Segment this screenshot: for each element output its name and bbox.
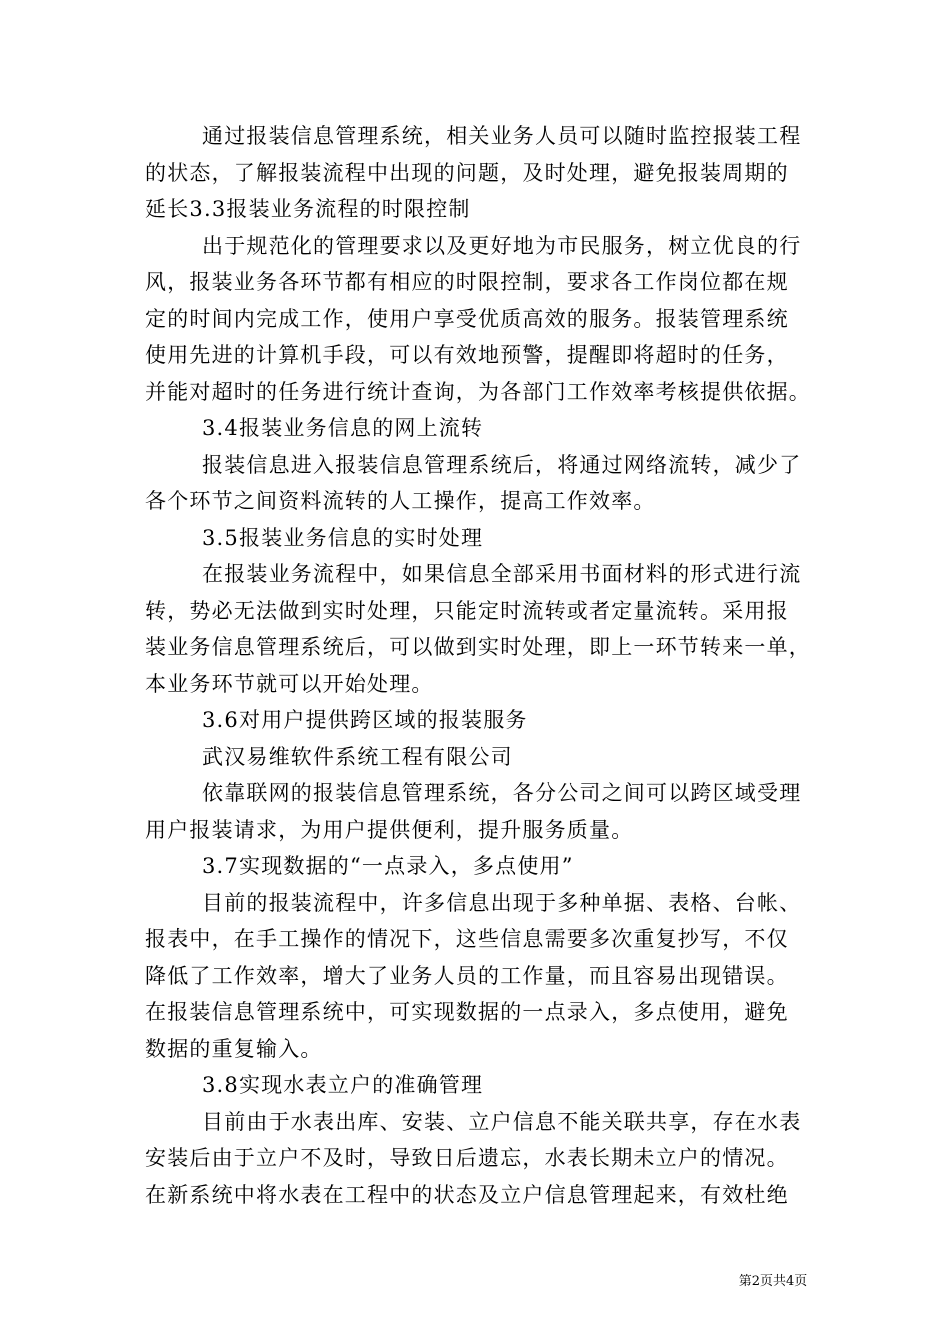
- page-number: 第2页共4页: [738, 1274, 808, 1289]
- text-line: 并能对超时的任务进行统计查询，为各部门工作效率考核提供依据。: [145, 379, 811, 404]
- text-line: 使用先进的计算机手段，可以有效地预警，提醒即将超时的任务，: [145, 343, 789, 367]
- text-line: 3.7实现数据的“一点录入，多点使用”: [202, 854, 574, 878]
- text-line: 在新系统中将水表在工程中的状态及立户信息管理起来，有效杜绝: [145, 1182, 789, 1207]
- text-line: 数据的重复输入。: [145, 1036, 323, 1061]
- text-line: 风，报装业务各环节都有相应的时限控制，要求各工作岗位都在规: [145, 270, 789, 294]
- text-line: 目前的报装流程中，许多信息出现于多种单据、表格、台帐、: [202, 890, 802, 915]
- text-line: 降低了工作效率，增大了业务人员的工作量，而且容易出现错误。: [145, 963, 789, 988]
- text-line: 3.4报装业务信息的网上流转: [202, 416, 484, 440]
- text-line: 在报装业务流程中，如果信息全部采用书面材料的形式进行流: [202, 562, 802, 586]
- text-line: 用户报装请求，为用户提供便利，提升服务质量。: [145, 817, 634, 842]
- text-line: 目前由于水表出库、安装、立户信息不能关联共享，存在水表: [202, 1109, 802, 1134]
- text-line: 通过报装信息管理系统，相关业务人员可以随时监控报装工程: [202, 124, 802, 148]
- text-line: 武汉易维软件系统工程有限公司: [202, 744, 513, 769]
- document-body: [145, 118, 815, 1213]
- text-line: 报装信息进入报装信息管理系统后，将通过网络流转，减少了: [202, 452, 802, 477]
- text-line: 依靠联网的报装信息管理系统，各分公司之间可以跨区域受理: [202, 781, 802, 805]
- text-line: 出于规范化的管理要求以及更好地为市民服务，树立优良的行: [202, 233, 802, 258]
- text-line: 的状态，了解报装流程中出现的问题，及时处理，避免报装周期的: [145, 160, 789, 185]
- text-line: 3.8实现水表立户的准确管理: [202, 1073, 484, 1097]
- text-line: 各个环节之间资料流转的人工操作，提高工作效率。: [145, 489, 656, 513]
- text-line: 本业务环节就可以开始处理。: [145, 671, 434, 696]
- text-line: 3.6对用户提供跨区域的报装服务: [202, 708, 528, 732]
- text-line: 报表中，在手工操作的情况下，这些信息需要多次重复抄写，不仅: [145, 927, 789, 951]
- text-line: 安装后由于立户不及时，导致日后遗忘，水表长期未立户的情况。: [145, 1146, 789, 1170]
- text-line: 定的时间内完成工作，使用户享受优质高效的服务。报装管理系统: [145, 306, 789, 331]
- text-line: 3.5报装业务信息的实时处理: [202, 525, 484, 550]
- text-line: 转，势必无法做到实时处理，只能定时流转或者定量流转。采用报: [145, 598, 789, 623]
- text-line: 延长3.3报装业务流程的时限控制: [145, 197, 471, 221]
- text-line: 装业务信息管理系统后，可以做到实时处理，即上一环节转来一单，: [145, 635, 811, 659]
- text-line: 在报装信息管理系统中，可实现数据的一点录入，多点使用，避免: [145, 1000, 789, 1024]
